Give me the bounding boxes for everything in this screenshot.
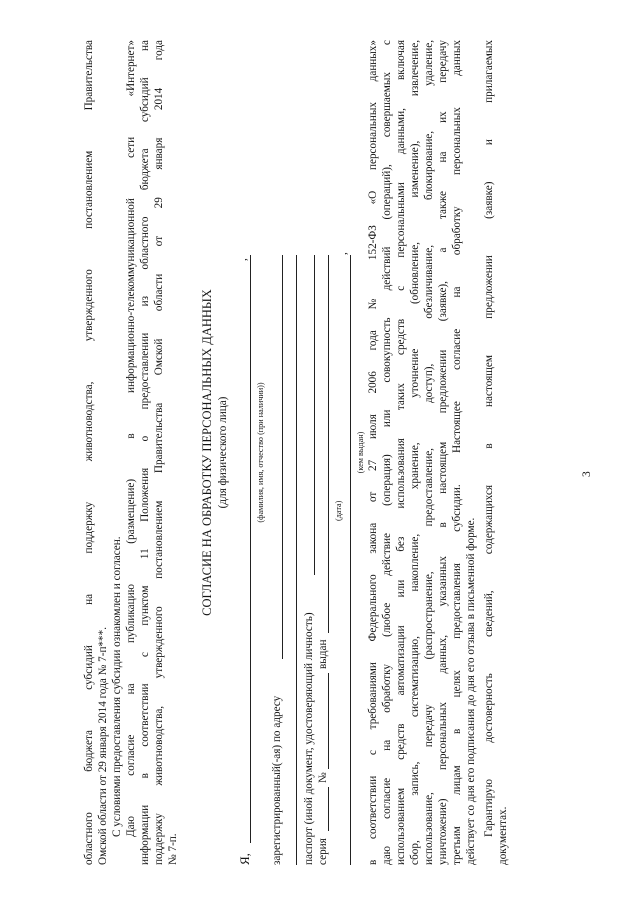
name-field-line[interactable] bbox=[250, 255, 251, 843]
publication-line-3: поддержку животноводства, утвержденного постановлением Правительства Омской области от 29 января 2014 года bbox=[153, 40, 165, 865]
page-number: 3 bbox=[581, 471, 593, 477]
address-field-line[interactable] bbox=[282, 255, 283, 659]
consent-line-7: третьим лицам в целях предоставления субсидии. Настоящее согласие на обработку персональных данных bbox=[451, 40, 463, 865]
consent-title: СОГЛАСИЕ НА ОБРАБОТКУ ПЕРСОНАЛЬНЫХ ДАННЫХ bbox=[200, 289, 214, 616]
guarantee-line-1: Гарантирую достоверность сведений, содержащихся в настоящем предложении (заявке) и прилагаемых bbox=[483, 40, 495, 837]
passport-label: паспорт (иной документ, удостоверяющий личность) bbox=[303, 612, 315, 865]
consent-subtitle: (для физического лица) bbox=[217, 396, 229, 509]
issuer-field-line[interactable] bbox=[350, 255, 351, 865]
publication-line-1: Даю согласие на публикацию (размещение) в информационно-телекоммуникационной сети «Интернет» bbox=[125, 40, 137, 837]
issued-field-line[interactable] bbox=[328, 255, 329, 633]
issued-label: выдан bbox=[317, 639, 329, 669]
address-field-line-2[interactable] bbox=[296, 255, 297, 865]
number-label: № bbox=[317, 772, 329, 783]
conditions-text: С условиями предоставления субсидии ознакомлен и согласен. bbox=[111, 536, 123, 837]
date-hint: (дата) bbox=[334, 500, 343, 521]
intro-line-2: Омской области от 29 января 2014 года № 7-п***. bbox=[97, 626, 109, 865]
ya-label: Я, bbox=[237, 853, 252, 865]
issuer-hint: (кем выдан) bbox=[356, 431, 365, 474]
consent-line-3: использованием средств автоматизации или без использования таких средств с персональными данными, включая bbox=[395, 40, 407, 865]
publication-line-4: № 7-п. bbox=[167, 833, 179, 865]
consent-line-1: в соответствии с требованиями Федерального закона от 27 июля 2006 года № 152-ФЗ «О персональных данных» bbox=[367, 40, 379, 865]
consent-line-2: даю согласие на обработку (любое действие (операция) или совокупность действий (операций), совершаемых с bbox=[381, 40, 393, 865]
consent-line-4: сбор, запись, систематизацию, накопление, хранение, уточнение (обновление, изменение), извлечение, bbox=[409, 40, 421, 865]
consent-line-6: уничтожение) персональных данных, указанных в настоящем предложении (заявке), а также на их передачу bbox=[437, 40, 449, 865]
series-field-line[interactable] bbox=[328, 787, 329, 831]
consent-line-5: использование, передачу (распространение, предоставление, доступ), обезличивание, блокирование, удаление, bbox=[423, 40, 435, 865]
number-field-line[interactable] bbox=[328, 673, 329, 769]
publication-line-2: информации в соответствии с пунктом 11 Положения о предоставлении из областного бюджета субсидий на bbox=[139, 40, 151, 865]
guarantee-line-2: документах. bbox=[497, 806, 509, 865]
series-label: серия bbox=[317, 838, 329, 865]
consent-line-8: действует со дня его подписания до дня его отзыва в письменной форме. bbox=[465, 517, 477, 865]
address-label: зарегистрированный(-ая) по адресу bbox=[271, 695, 283, 865]
rotated-text-block: 3 областного бюджета субсидий на поддержку животноводства, утвержденного постановлением Правительства Омской области от 29 января 2014 года № 7-п***. С условиями предоставления субсидии ознакомлен и согласен. Даю согласие на публикацию (размещение) в информационно-телекоммуникационной сети «Интернет» информации в соответствии с пунктом 11 Положения о предоставлении из областного бюджета субсидий на поддержку животноводства, утвержденного постановлением Правительства Омской области от 29 января 2014 года № 7-п. СОГЛАСИЕ НА ОБРАБОТКУ ПЕРСОНАЛЬНЫХ ДАННЫХ (для физического лица) Я, , (фамилия, имя, отчество (при наличии)) зарегистрированный(-ая) по адресу паспорт (иной документ, удостоверяющий личность) серия № выдан (дата) , (кем выдан) в соответствии с требованиями Федерального закона от 27 июля 2006 года № 152-ФЗ «О персональных данных» даю согласие на обработку (любое действие (операция) или совокупность действий (операций), совершаемых с использованием средств автоматизации или без использования таких средств с персональными данными, включая сбор, запись, систематизацию, накопление, хранение, уточнение (обновление, изменение), извлечение, использование, передачу (распространение, предоставление, доступ), обезличивание, блокирование, удаление, уничтожение) персональных данных, указанных в настоящем предложении (заявке), а также на их передачу третьим лицам в целях предоставления субсидии. Настоящее согласие на обработку персональных данных действует со дня его подписания до дня его отзыва в письменной форме. Гарантирую достоверность сведений, содержащихся в настоящем предложении (заявке) и прилагаемых документах. bbox=[83, 40, 593, 865]
intro-line-1: областного бюджета субсидий на поддержку животноводства, утвержденного постановлением Правительства bbox=[83, 40, 95, 865]
passport-field-line[interactable] bbox=[314, 255, 315, 575]
name-hint: (фамилия, имя, отчество (при наличии)) bbox=[256, 382, 265, 523]
